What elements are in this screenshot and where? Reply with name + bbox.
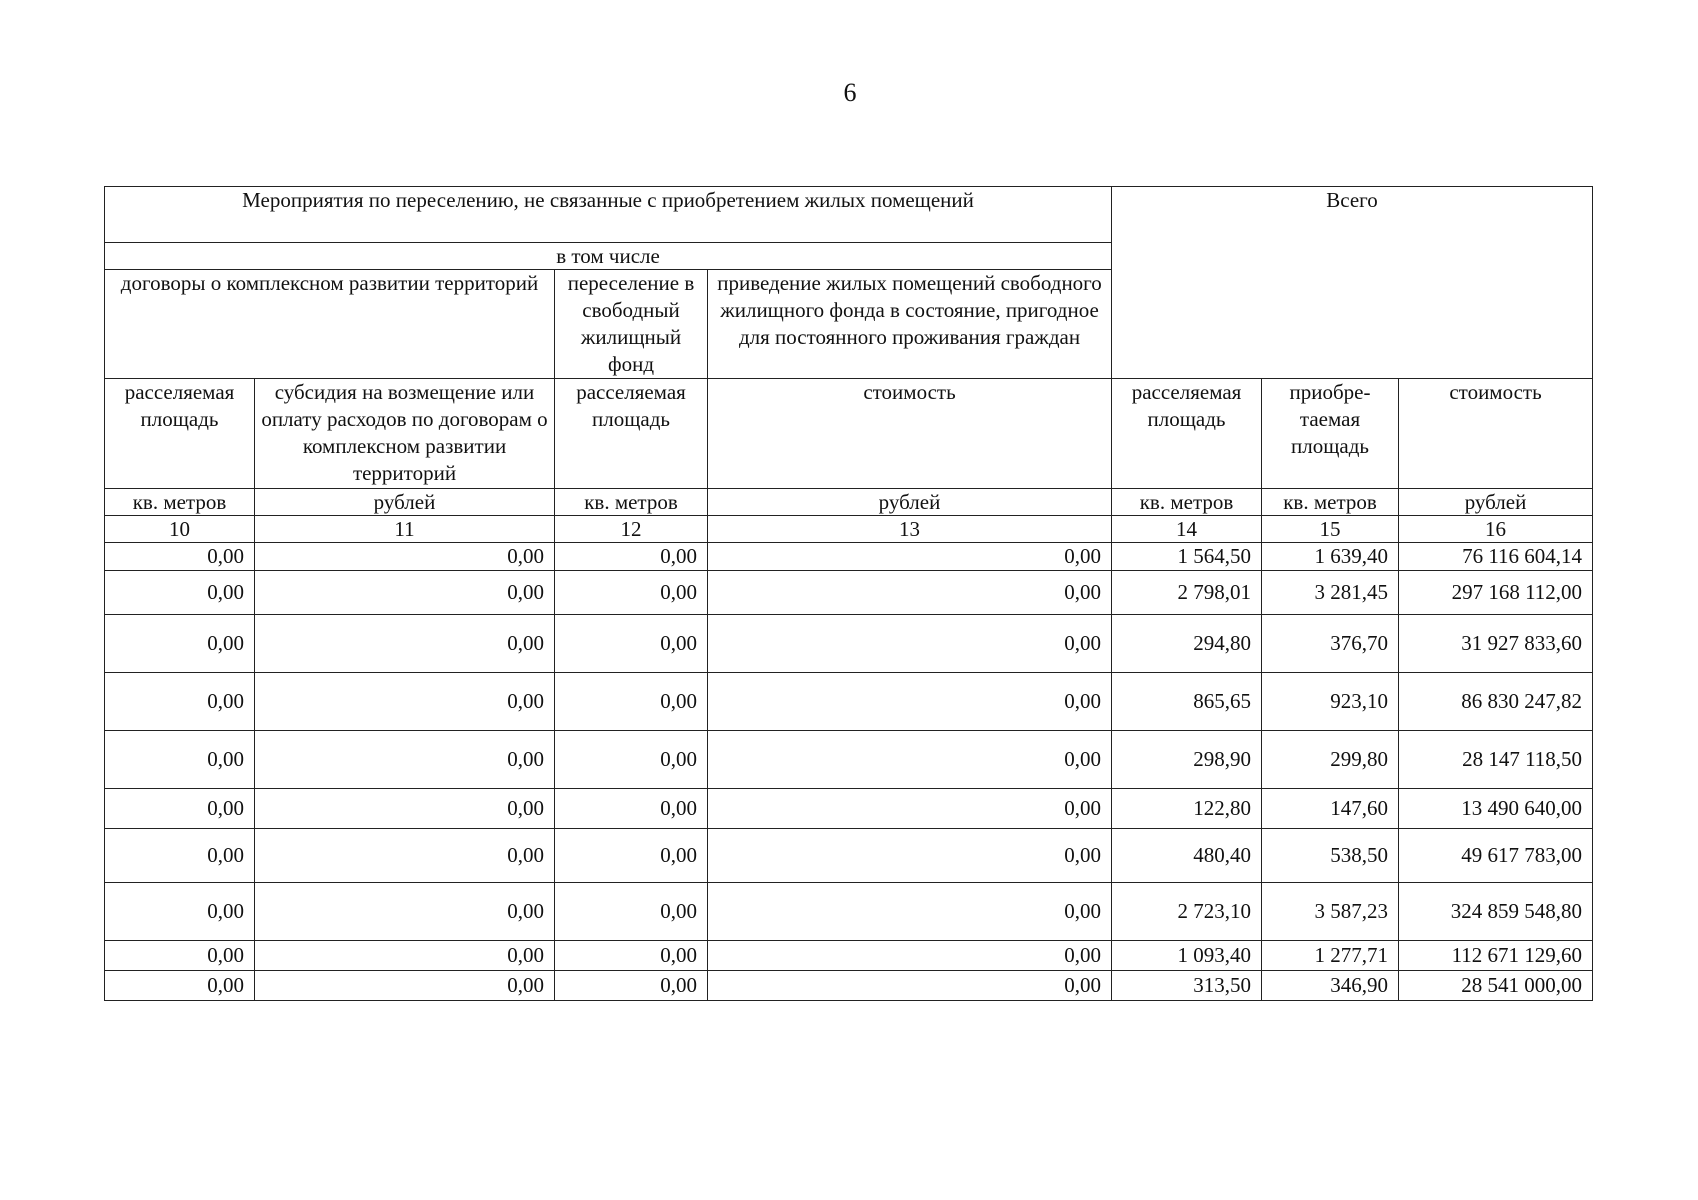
table-cell: 0,00: [555, 571, 708, 615]
table-row: [105, 941, 1593, 971]
column-number: 11: [255, 516, 555, 543]
table-cell: 0,00: [555, 829, 708, 883]
table-cell: 0,00: [255, 543, 555, 571]
header-total: Всего: [1112, 187, 1593, 379]
table-row: [105, 883, 1593, 941]
table-cell: 122,80: [1112, 789, 1262, 829]
table-cell: 86 830 247,82: [1399, 673, 1593, 731]
table-cell: 0,00: [105, 941, 255, 971]
unit-cell: рублей: [708, 489, 1112, 516]
table-cell: 0,00: [255, 571, 555, 615]
table-cell: 2 723,10: [1112, 883, 1262, 941]
table-cell: 0,00: [555, 789, 708, 829]
table-row: [105, 571, 1593, 615]
table-cell: 0,00: [105, 789, 255, 829]
subheader-resettled-area: расселяемая площадь: [555, 379, 708, 489]
unit-cell: рублей: [255, 489, 555, 516]
unit-cell: кв. метров: [1262, 489, 1399, 516]
subheader-total-cost: стоимость: [1399, 379, 1593, 489]
table-cell: 0,00: [708, 615, 1112, 673]
table-cell: 0,00: [708, 673, 1112, 731]
table-cell: 0,00: [555, 883, 708, 941]
table-cell: 0,00: [708, 971, 1112, 1001]
table-cell: 112 671 129,60: [1399, 941, 1593, 971]
table-cell: 76 116 604,14: [1399, 543, 1593, 571]
table-cell: 1 093,40: [1112, 941, 1262, 971]
table-cell: 0,00: [255, 883, 555, 941]
table-cell: 1 564,50: [1112, 543, 1262, 571]
column-number: 12: [555, 516, 708, 543]
table-cell: 0,00: [708, 731, 1112, 789]
table-cell: 297 168 112,00: [1399, 571, 1593, 615]
unit-cell: рублей: [1399, 489, 1593, 516]
table-cell: 3 281,45: [1262, 571, 1399, 615]
column-number: 13: [708, 516, 1112, 543]
table-cell: 0,00: [555, 971, 708, 1001]
header-including: в том числе: [105, 243, 1112, 270]
table-cell: 28 147 118,50: [1399, 731, 1593, 789]
table-cell: 923,10: [1262, 673, 1399, 731]
table-cell: 0,00: [708, 941, 1112, 971]
table-cell: 0,00: [105, 543, 255, 571]
unit-cell: кв. метров: [1112, 489, 1262, 516]
table-cell: 298,90: [1112, 731, 1262, 789]
table-cell: 3 587,23: [1262, 883, 1399, 941]
column-number: 10: [105, 516, 255, 543]
table-cell: 0,00: [255, 673, 555, 731]
header-non-acquisition-measures: Мероприятия по переселению, не связанные с приобретением жилых помещений: [105, 187, 1112, 243]
table-cell: 0,00: [708, 829, 1112, 883]
table-row: [105, 829, 1593, 883]
table-cell: 865,65: [1112, 673, 1262, 731]
table-cell: 376,70: [1262, 615, 1399, 673]
table-cell: 0,00: [555, 615, 708, 673]
table-cell: 31 927 833,60: [1399, 615, 1593, 673]
subheader-total-resettled-area: расселяемая площадь: [1112, 379, 1262, 489]
table-cell: 0,00: [255, 941, 555, 971]
table-cell: 49 617 783,00: [1399, 829, 1593, 883]
table-cell: 294,80: [1112, 615, 1262, 673]
table-cell: 0,00: [255, 789, 555, 829]
table-cell: 0,00: [105, 731, 255, 789]
page-number: 6: [843, 78, 857, 107]
table-cell: 324 859 548,80: [1399, 883, 1593, 941]
table-cell: 299,80: [1262, 731, 1399, 789]
table-cell: 480,40: [1112, 829, 1262, 883]
subheader-total-acquired-area: приобре-таемая площадь: [1262, 379, 1399, 489]
table-cell: 0,00: [105, 673, 255, 731]
subheader-cost: стоимость: [708, 379, 1112, 489]
table-cell: 0,00: [105, 971, 255, 1001]
header-contracts-territory-development: договоры о комплексном развитии территорий: [105, 270, 555, 379]
table-cell: 0,00: [708, 543, 1112, 571]
table-cell: 1 639,40: [1262, 543, 1399, 571]
column-number: 14: [1112, 516, 1262, 543]
table-cell: 0,00: [708, 883, 1112, 941]
table-cell: 346,90: [1262, 971, 1399, 1001]
table-cell: 538,50: [1262, 829, 1399, 883]
header-resettlement-free-fund: переселение в свободный жилищный фонд: [555, 270, 708, 379]
table-cell: 0,00: [255, 731, 555, 789]
table-row: [105, 615, 1593, 673]
table-cell: 313,50: [1112, 971, 1262, 1001]
table-cell: 0,00: [555, 731, 708, 789]
table-cell: 0,00: [255, 971, 555, 1001]
resettlement-table: [104, 186, 1593, 1001]
table-cell: 0,00: [105, 829, 255, 883]
table-row: [105, 731, 1593, 789]
subheader-subsidy: субсидия на возмещение или оплату расходов по договорам о комплексном развитии территорий: [255, 379, 555, 489]
table-row: [105, 673, 1593, 731]
table-cell: 147,60: [1262, 789, 1399, 829]
table-cell: 0,00: [105, 571, 255, 615]
unit-cell: кв. метров: [555, 489, 708, 516]
table-cell: 0,00: [105, 883, 255, 941]
table-cell: 0,00: [255, 829, 555, 883]
unit-cell: кв. метров: [105, 489, 255, 516]
column-number: 15: [1262, 516, 1399, 543]
table-cell: 0,00: [555, 543, 708, 571]
table-cell: 0,00: [255, 615, 555, 673]
table-cell: 28 541 000,00: [1399, 971, 1593, 1001]
table-cell: 0,00: [555, 941, 708, 971]
table-cell: 0,00: [555, 673, 708, 731]
table-row: [105, 543, 1593, 571]
table-cell: 0,00: [708, 571, 1112, 615]
table-cell: 13 490 640,00: [1399, 789, 1593, 829]
table-cell: 1 277,71: [1262, 941, 1399, 971]
table-row: [105, 971, 1593, 1001]
table-cell: 2 798,01: [1112, 571, 1262, 615]
header-bringing-premises-to-condition: приведение жилых помещений свободного жилищного фонда в состояние, пригодное для постоянного проживания граждан: [708, 270, 1112, 379]
table-row: [105, 789, 1593, 829]
column-number: 16: [1399, 516, 1593, 543]
subheader-resettled-area: расселяемая площадь: [105, 379, 255, 489]
table-cell: 0,00: [708, 789, 1112, 829]
table-cell: 0,00: [105, 615, 255, 673]
